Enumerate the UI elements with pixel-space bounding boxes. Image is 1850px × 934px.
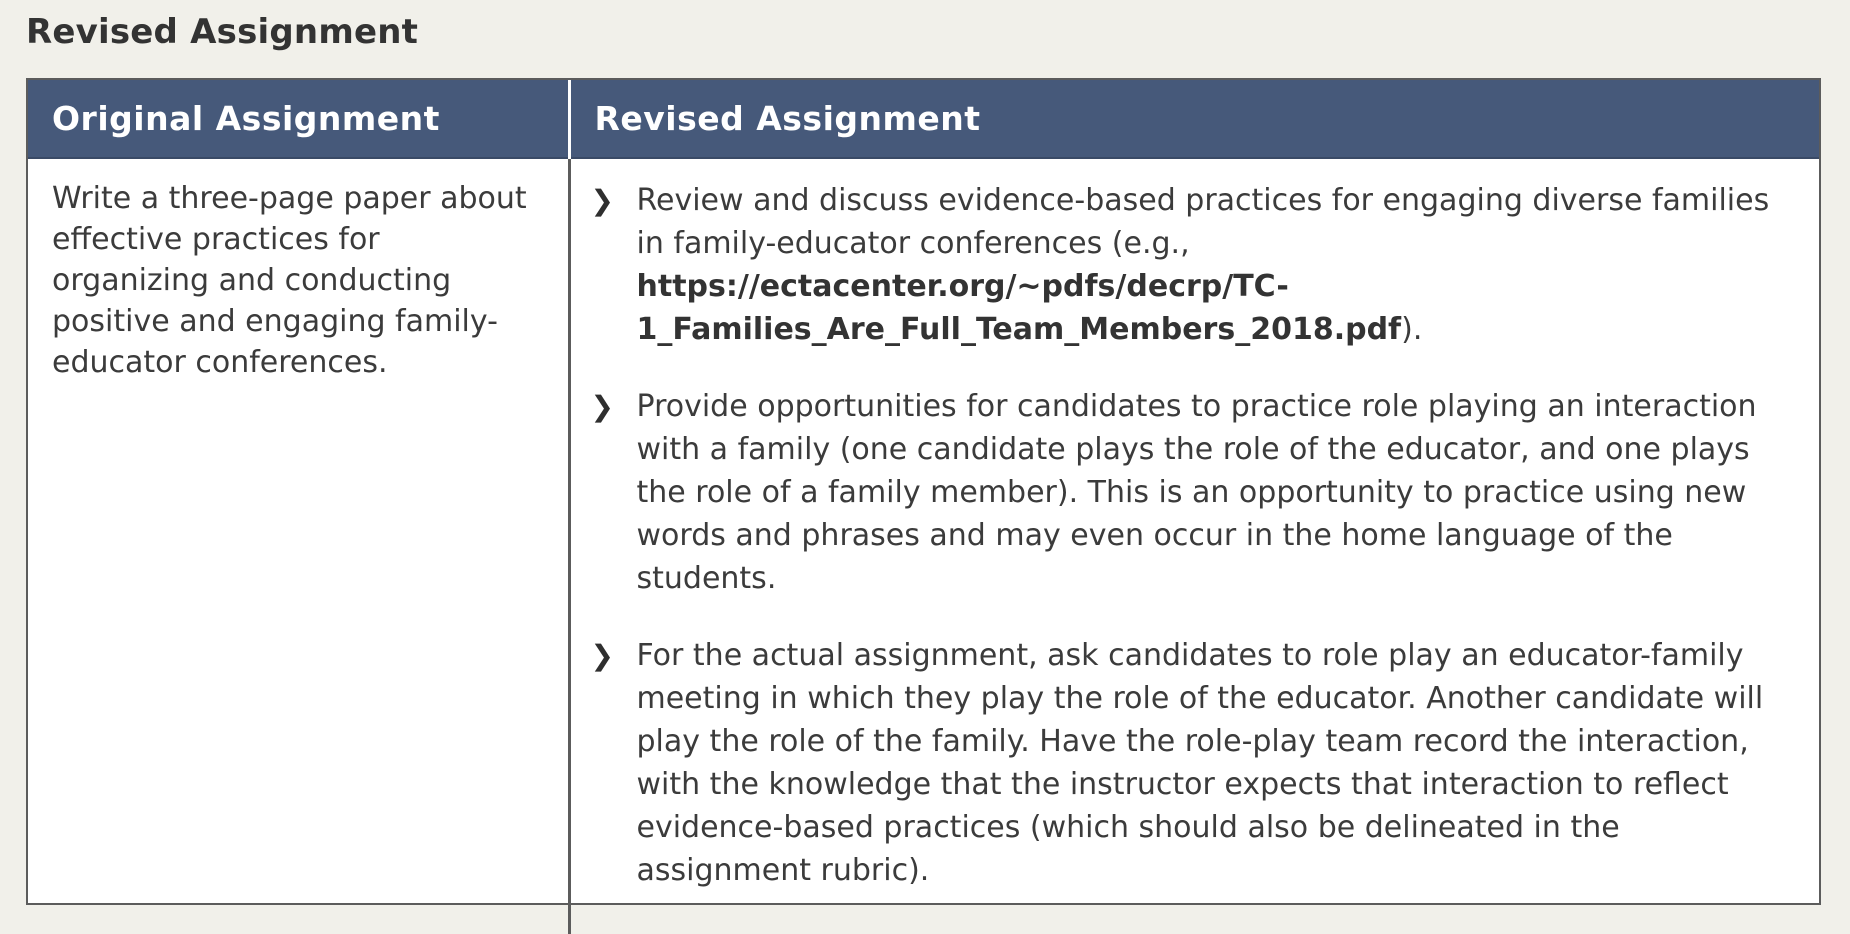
list-item	[591, 179, 1798, 351]
chevron-right-icon: ❯	[590, 639, 614, 672]
item-text: Provide opportunities for candidates to practice role playing an interaction with a family (one candidate plays the role of the educator, and one plays the role of a family member). This is an opportunity to practice using new words and phrases and may even occur in the home language of the students.	[636, 389, 1757, 596]
page-title: Revised Assignment	[26, 12, 419, 52]
comparison-table	[28, 80, 1819, 934]
item-text: For the actual assignment, ask candidates to role play an educator-family meeting in which they play the role of the educator. Another candidate will play the role of the family. Have the role-play team record the interaction, with the knowledge that the instructor expects that interaction to reflect evidence-based practices (which should also be delineated in the assignment rubric).	[636, 638, 1764, 888]
item-text-pre: Review and discuss evidence-based practices for engaging diverse families in family-educator conferences (e.g.,	[636, 183, 1770, 261]
chevron-right-icon: ❯	[590, 390, 614, 423]
ecta-resource-link[interactable]: https://ectacenter.org/~pdfs/decrp/TC-1_Families_Are_Full_Team_Members_2018.pdf	[636, 269, 1402, 347]
table-row	[28, 158, 1819, 934]
list-item	[591, 385, 1798, 600]
table-header-row	[28, 80, 1819, 158]
chevron-right-icon: ❯	[590, 184, 614, 217]
header-revised-assignment: Revised Assignment	[569, 80, 1819, 158]
assignment-table	[26, 78, 1821, 905]
revised-list	[591, 179, 1798, 892]
item-text-post: ).	[1401, 312, 1423, 347]
original-assignment-cell: Write a three-page paper about effective practices for organizing and conducting positive and engaging family-educator conferences.	[28, 158, 569, 934]
revised-assignment-cell	[569, 158, 1819, 934]
list-item	[591, 634, 1798, 892]
header-original-assignment: Original Assignment	[28, 80, 569, 158]
